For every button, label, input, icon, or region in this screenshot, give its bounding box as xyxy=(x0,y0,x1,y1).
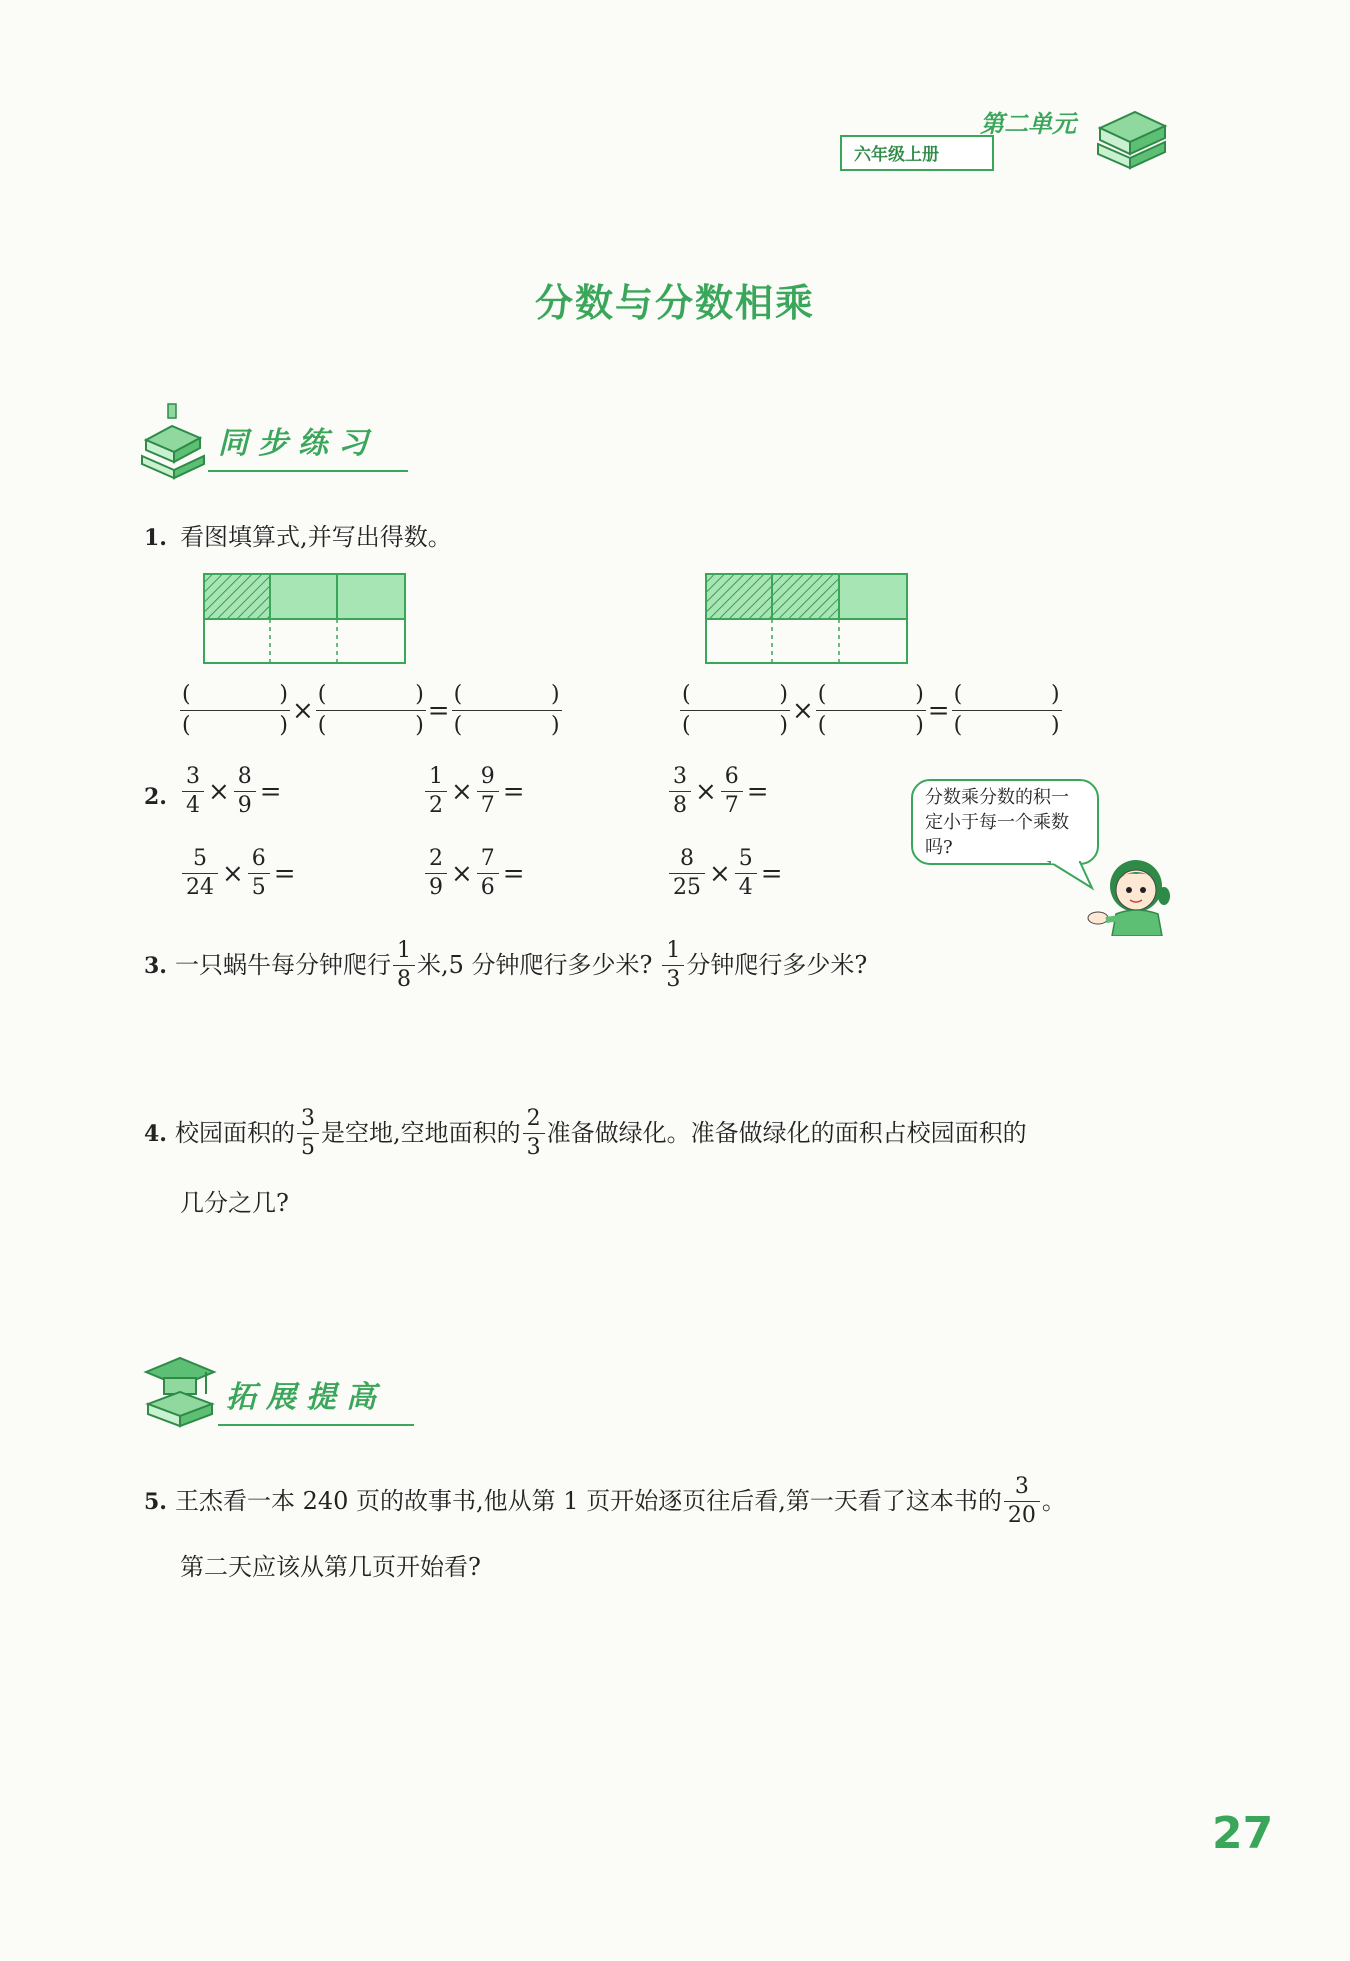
diagram-left xyxy=(203,573,407,665)
question-number: 5. xyxy=(144,1488,167,1515)
section-sync-title: 同步练习 xyxy=(218,426,378,461)
books-icon xyxy=(1090,100,1170,172)
fraction: $\frac{1}{3}$ xyxy=(662,940,684,991)
fraction: $\frac{8}{9}$ xyxy=(234,766,256,817)
question-number: 2. xyxy=(144,784,167,810)
answer-blank[interactable]: ( ) ( ) xyxy=(953,682,1060,738)
speech-bubble-text: 分数乘分数的积一定小于每一个乘数吗? xyxy=(925,787,1069,859)
q2-item-6: $\frac{8}{25}$ × $\frac{5}{4}$ = xyxy=(667,848,785,899)
answer-blank[interactable]: ( ) ( ) xyxy=(682,682,788,738)
question-text: 看图填算式,并写出得数。 xyxy=(180,523,452,551)
fraction: $\frac{1}{8}$ xyxy=(393,940,415,991)
fraction: $\frac{1}{2}$ xyxy=(425,766,447,817)
fraction: $\frac{3}{4}$ xyxy=(182,766,204,817)
q2-item-5: $\frac{2}{9}$ × $\frac{7}{6}$ = xyxy=(423,848,527,899)
grade-label: 六年级上册 xyxy=(854,145,939,165)
answer-blank[interactable]: ( ) ( ) xyxy=(453,682,560,738)
fraction: $\frac{5}{24}$ xyxy=(182,848,218,899)
fraction: $\frac{2}{9}$ xyxy=(425,848,447,899)
question-5-line2: 第二天应该从第几页开始看? xyxy=(180,1553,481,1581)
equals-sign: = xyxy=(927,695,950,726)
question-number: 3. xyxy=(144,952,167,979)
unit-label: 第二单元 xyxy=(980,110,1076,138)
q2-item-2: $\frac{1}{2}$ × $\frac{9}{7}$ = xyxy=(423,766,527,817)
page-title: 分数与分数相乘 xyxy=(534,280,815,325)
girl-illustration xyxy=(1080,848,1176,936)
times-sign: × xyxy=(292,695,314,726)
question-1 xyxy=(144,522,452,553)
answer-blank[interactable]: ( ) ( ) xyxy=(817,682,924,738)
diagram-right xyxy=(705,573,909,665)
page-number: 27 xyxy=(1212,1808,1274,1859)
section-extend-underline xyxy=(218,1424,414,1426)
answer-blank[interactable]: ( ) ( ) xyxy=(317,682,424,738)
fraction: $\frac{3}{5}$ xyxy=(297,1108,319,1159)
fraction: $\frac{7}{6}$ xyxy=(477,848,499,899)
q2-item-3: $\frac{3}{8}$ × $\frac{6}{7}$ = xyxy=(667,766,771,817)
equals-sign: = xyxy=(427,695,450,726)
header-badge xyxy=(840,100,1170,175)
fraction: $\frac{3}{20}$ xyxy=(1004,1476,1040,1527)
section-sync-banner xyxy=(138,400,418,480)
question-3: 3. 一只蜗牛每分钟爬行 $\frac{1}{8}$ 米,5 分钟爬行多少米? $\frac{1}{3}$ 分钟爬行多少米? xyxy=(144,938,868,992)
stack-icon xyxy=(138,400,208,480)
blank-equation-left xyxy=(180,684,562,737)
fraction: $\frac{3}{8}$ xyxy=(669,766,691,817)
fraction: $\frac{9}{7}$ xyxy=(477,766,499,817)
fraction: $\frac{6}{7}$ xyxy=(721,766,743,817)
fraction: $\frac{2}{3}$ xyxy=(523,1108,545,1159)
question-4-line2: 几分之几? xyxy=(180,1189,289,1217)
fraction: $\frac{5}{4}$ xyxy=(735,848,757,899)
section-sync-underline xyxy=(208,470,408,472)
question-5: 5. 王杰看一本 240 页的故事书,他从第 1 页开始逐页往后看,第一天看了这本书的 $\frac{3}{20}$ 。 xyxy=(144,1474,1066,1528)
blank-equation-right xyxy=(680,684,1062,737)
section-extend-title: 拓展提高 xyxy=(226,1380,386,1415)
question-number: 1. xyxy=(144,525,167,551)
fraction: $\frac{8}{25}$ xyxy=(669,848,705,899)
fraction: $\frac{6}{5}$ xyxy=(248,848,270,899)
question-4: 4. 校园面积的 $\frac{3}{5}$ 是空地,空地面积的 $\frac{2}{3}$ 准备做绿化。准备做绿化的面积占校园面积的 xyxy=(144,1106,1027,1160)
q2-item-4: $\frac{5}{24}$ × $\frac{6}{5}$ = xyxy=(180,848,298,899)
question-number: 4. xyxy=(144,1120,167,1147)
section-extend-banner xyxy=(140,1350,430,1435)
graduation-cap-icon xyxy=(140,1350,220,1435)
answer-blank[interactable]: ( ) ( ) xyxy=(182,682,288,738)
times-sign: × xyxy=(792,695,814,726)
q2-item-1: $\frac{3}{4}$ × $\frac{8}{9}$ = xyxy=(180,766,284,817)
